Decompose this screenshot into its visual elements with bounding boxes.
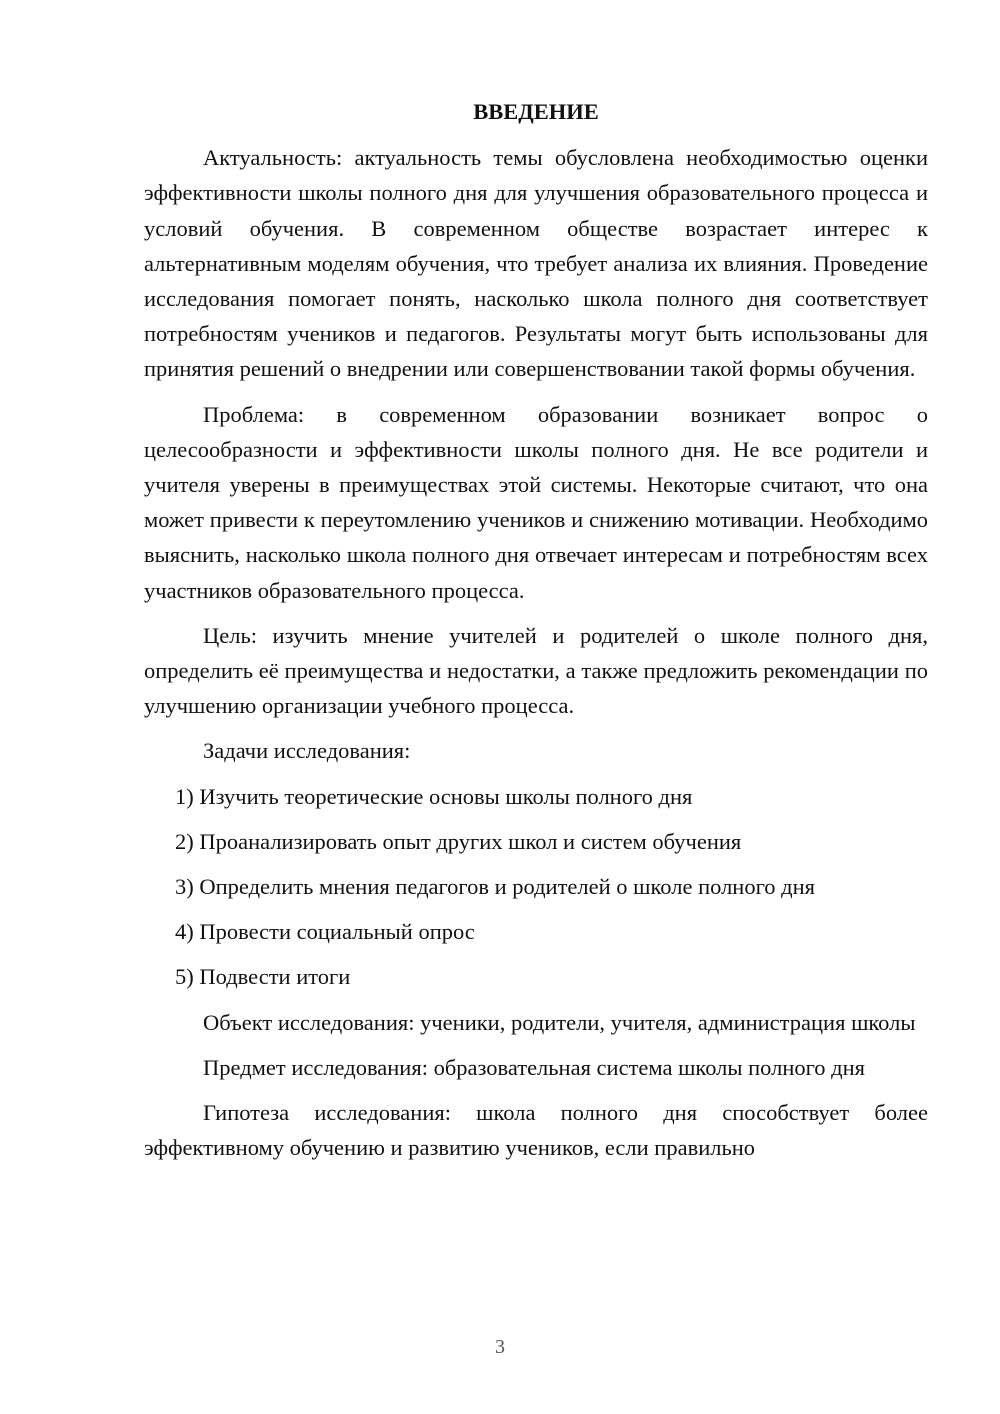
paragraph-hypothesis: Гипотеза исследования: школа полного дня способствует более эффективному обучению и развитию учеников, если правильно <box>144 1100 928 1161</box>
paragraph-tasks-heading: Задачи исследования: <box>203 738 411 764</box>
task-item: 2) Проанализировать опыт других школ и систем обучения <box>175 828 742 854</box>
page-number: 3 <box>495 1336 505 1358</box>
paragraph-goal: Цель: изучить мнение учителей и родителей о школе полного дня, определить её преимущества и недостатки, а также предложить рекомендации по улучшению организации учебного процесса. <box>144 622 928 719</box>
paragraph-relevance: Актуальность: актуальность темы обусловлена необходимостью оценки эффективности школы полного дня для улучшения образовательного процесса и условий обучения. В современном обществе возрастает интерес к альтернативным моделям обучения, что требует анализа их влияния. Проведение исследования помогает понять, насколько школа полного дня соответствует потребностям учеников и педагогов. Результаты могут быть использованы для принятия решений о внедрении или совершенствовании такой формы обучения. <box>144 145 928 382</box>
task-item: 5) Подвести итоги <box>175 964 351 990</box>
task-item: 3) Определить мнения педагогов и родителей о школе полного дня <box>175 874 815 900</box>
task-item: 4) Провести социальный опрос <box>175 919 475 945</box>
paragraph-object: Объект исследования: ученики, родители, учителя, администрация школы <box>203 1009 916 1035</box>
paragraph-subject: Предмет исследования: образовательная система школы полного дня <box>203 1054 866 1080</box>
section-title: ВВЕДЕНИЕ <box>473 99 599 124</box>
paragraph-problem: Проблема: в современном образовании возникает вопрос о целесообразности и эффективности школы полного дня. Не все родители и учителя уверены в преимуществах этой системы. Некоторые считают, что она может привести к переутомлению учеников и снижению мотивации. Необходимо выяснить, насколько школа полного дня отвечает интересам и потребностям всех участников образовательного процесса. <box>144 401 928 603</box>
document-body <box>144 94 928 1175</box>
task-item: 1) Изучить теоретические основы школы полного дня <box>175 783 693 809</box>
